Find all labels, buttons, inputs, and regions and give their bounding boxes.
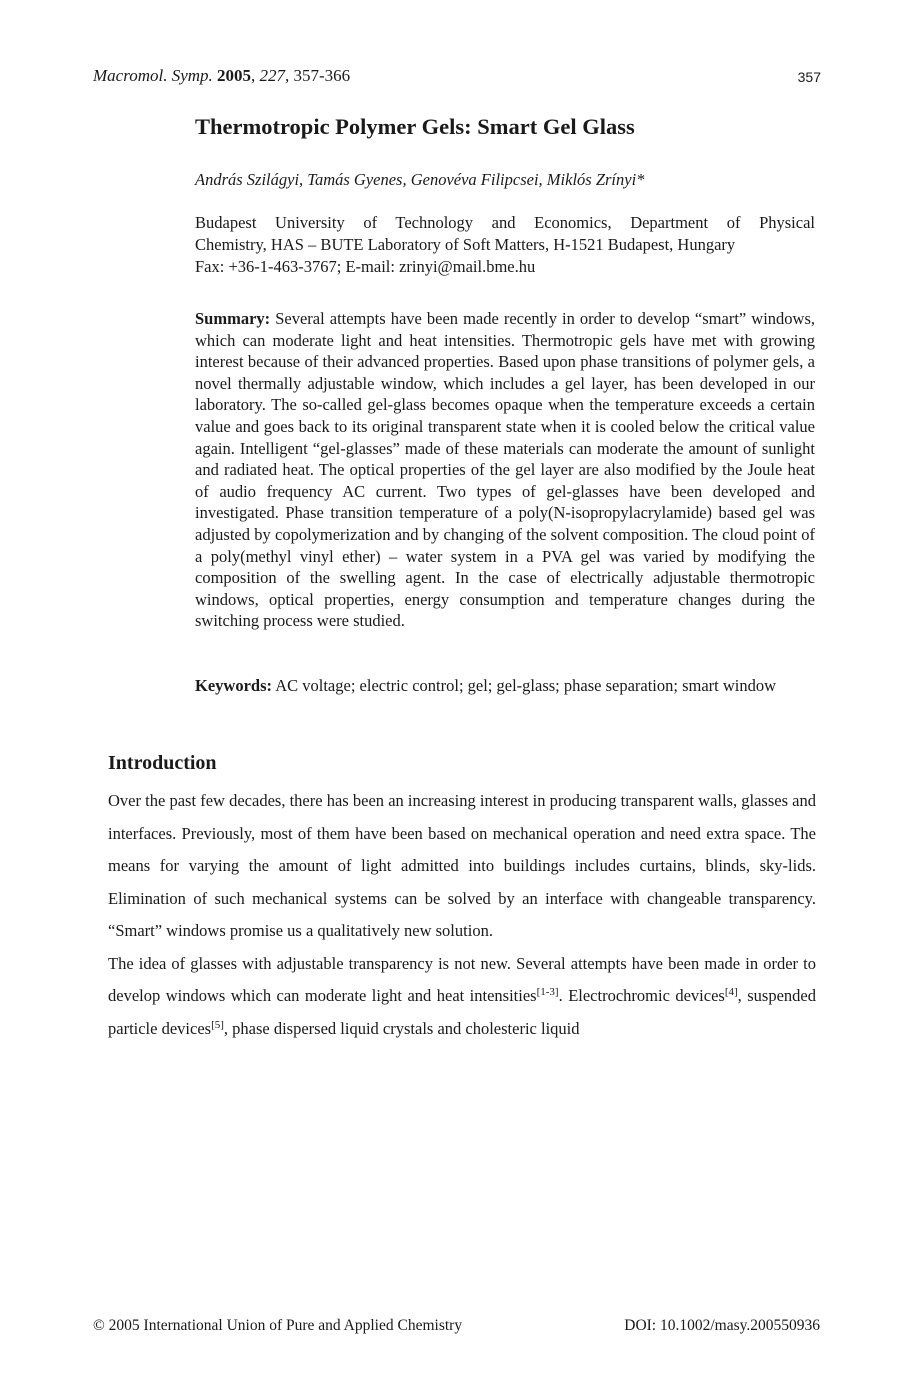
- abstract-label: Summary:: [195, 309, 271, 328]
- abstract: [195, 308, 815, 632]
- citation-ref[interactable]: [4]: [724, 986, 738, 998]
- keywords-text: AC voltage; electric control; gel; gel-glass; phase separation; smart window: [275, 676, 777, 695]
- affiliation-line-1: Budapest University of Technology and Economics, Department of Physical: [195, 213, 815, 232]
- affiliation-line-3: Fax: +36-1-463-3767; E-mail: zrinyi@mail.bme.hu: [195, 257, 536, 276]
- keywords-label: Keywords:: [195, 676, 272, 695]
- affiliation: [195, 212, 815, 278]
- keywords: [195, 675, 815, 697]
- page-number: 357: [797, 69, 821, 85]
- paper-title: Thermotropic Polymer Gels: Smart Gel Glass: [195, 114, 635, 139]
- journal-citation: Macromol. Symp. 2005, 227, 357-366: [93, 66, 351, 85]
- journal-volume: 227: [259, 66, 286, 85]
- citation-ref[interactable]: [5]: [211, 1018, 224, 1031]
- journal-name: Macromol. Symp.: [93, 66, 213, 85]
- doi: DOI: 10.1002/masy.200550936: [624, 1317, 820, 1334]
- section-heading-introduction: Introduction: [108, 752, 217, 774]
- copyright-notice: © 2005 International Union of Pure and Applied Chemistry: [93, 1317, 463, 1334]
- journal-year: 2005: [217, 66, 252, 85]
- journal-pages: 357-366: [293, 66, 351, 85]
- author-list: András Szilágyi, Tamás Gyenes, Genovéva Filipcsei, Miklós Zrínyi*: [195, 170, 645, 189]
- citation-ref[interactable]: [1-3]: [536, 986, 559, 998]
- abstract-text: Several attempts have been made recently in order to develop “smart” windows, which can moderate light and heat intensities. Thermotropic gels have met with growing interest because of their advanced properties. Based upon phase transitions of polymer gels, a novel thermally adjustable window, which includes a gel layer, has been developed in our laboratory. The so-called gel-glass becomes opaque when the temperature exceeds a certain value and goes back to its original transparent state when it is cooled below the critical value again. Intelligent “gel-glasses” made of these materials can moderate the amount of sunlight and radiated heat. The optical properties of the gel layer are also modified by the Joule heat of audio frequency AC current. Two types of gel-glasses have been developed and investigated. Phase transition temperature of a poly(N-isopropylacrylamide) based gel was adjusted by copolymerization and by changing of the solvent composition. The cloud point of a poly(methyl vinyl ether) – water system in a PVA gel was varied by modifying the composition of the swelling agent. In the case of electrically adjustable thermotropic windows, optical properties, energy consumption and temperature changes during the switching process were studied.: [195, 309, 815, 631]
- affiliation-line-2: Chemistry, HAS – BUTE Laboratory of Soft Matters, H-1521 Budapest, Hungary: [195, 235, 736, 254]
- intro-paragraph-2: The idea of glasses with adjustable transparency is not new. Several attempts have been made in order to develop windows which can moderate light and heat intensities[1-3]. Electrochromic devices[4], suspended particle devices[5], phase dispersed liquid crystals and cholesteric liquid: [108, 953, 816, 1038]
- intro-paragraph-1: Over the past few decades, there has been an increasing interest in producing transparent walls, glasses and interfaces. Previously, most of them have been based on mechanical operation and need extra space. The means for varying the amount of light admitted into buildings includes curtains, blinds, sky-lids. Elimination of such mechanical systems can be solved by an interface with changeable transparency. “Smart” windows promise us a qualitatively new solution.: [108, 791, 816, 940]
- introduction-body: [108, 785, 816, 1045]
